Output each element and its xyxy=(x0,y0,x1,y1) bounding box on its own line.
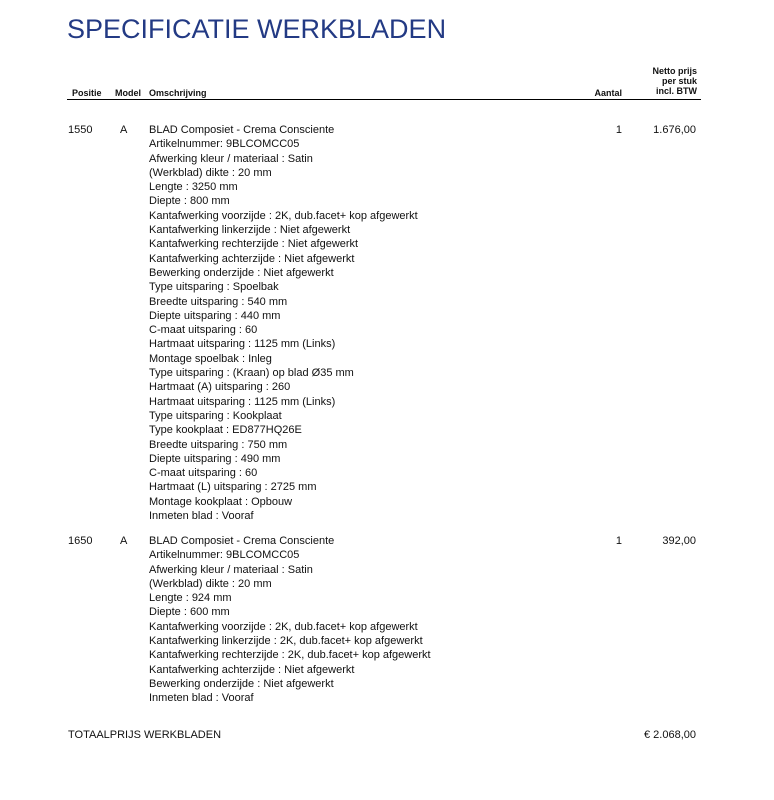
description-line: Diepte : 800 mm xyxy=(149,195,230,208)
row-positie: 1550 xyxy=(68,124,93,136)
description-line: Kantafwerking linkerzijde : 2K, dub.facet+ kop afgewerkt xyxy=(149,635,423,648)
description-line: Montage kookplaat : Opbouw xyxy=(149,495,293,508)
column-header-prijs-line2: per stuk xyxy=(661,76,697,86)
description-line: Breedte uitsparing : 750 mm xyxy=(149,438,288,451)
description-line: Hartmaat uitsparing : 1125 mm (Links) xyxy=(149,395,336,408)
description-line: Bewerking onderzijde : Niet afgewerkt xyxy=(149,677,334,690)
description-line: Kantafwerking linkerzijde : Niet afgewerkt xyxy=(149,224,351,237)
description-line: Type uitsparing : Spoelbak xyxy=(149,281,279,294)
header-divider xyxy=(67,99,701,100)
description-line: Bewerking onderzijde : Niet afgewerkt xyxy=(149,266,334,279)
description-line: Type kookplaat : ED877HQ26E xyxy=(149,424,302,437)
description-line: Diepte uitsparing : 490 mm xyxy=(149,452,281,465)
description-line: Kantafwerking voorzijde : 2K, dub.facet+ kop afgewerkt xyxy=(149,620,418,633)
description-line: Afwerking kleur / materiaal : Satin xyxy=(149,563,313,576)
description-line: Inmeten blad : Vooraf xyxy=(149,510,254,523)
description-line: Diepte uitsparing : 440 mm xyxy=(149,309,281,322)
total-value: € 2.068,00 xyxy=(644,729,696,741)
row-model: A xyxy=(120,124,128,136)
description-line: (Werkblad) dikte : 20 mm xyxy=(149,166,272,179)
column-header-aantal: Aantal xyxy=(594,88,622,98)
description-line: Type uitsparing : (Kraan) op blad Ø35 mm xyxy=(149,367,354,380)
description-line: Inmeten blad : Vooraf xyxy=(149,692,254,705)
row-aantal: 1 xyxy=(615,124,622,136)
row-prijs: 1.676,00 xyxy=(653,124,696,136)
row-prijs: 392,00 xyxy=(662,535,696,547)
row-aantal: 1 xyxy=(615,535,622,547)
description-line: Kantafwerking rechterzijde : Niet afgewerkt xyxy=(149,238,359,251)
column-header-omschrijving: Omschrijving xyxy=(149,88,207,98)
row-omschrijving xyxy=(149,534,431,706)
description-line: Hartmaat (A) uitsparing : 260 xyxy=(149,381,291,394)
column-header-prijs-line1: Netto prijs xyxy=(652,66,697,76)
description-line: Type uitsparing : Kookplaat xyxy=(149,409,282,422)
row-omschrijving xyxy=(149,123,418,523)
description-line: BLAD Composiet - Crema Consciente xyxy=(149,535,335,547)
description-line: Lengte : 924 mm xyxy=(149,592,232,605)
description-line: Montage spoelbak : Inleg xyxy=(149,352,272,365)
row-model: A xyxy=(120,535,128,547)
row-positie: 1650 xyxy=(68,535,93,547)
description-line: (Werkblad) dikte : 20 mm xyxy=(149,577,272,590)
description-line: C-maat uitsparing : 60 xyxy=(149,324,258,337)
total-label: TOTAALPRIJS WERKBLADEN xyxy=(68,729,222,741)
column-header-prijs-line3: incl. BTW xyxy=(656,86,697,96)
description-line: C-maat uitsparing : 60 xyxy=(149,467,258,480)
description-line: Breedte uitsparing : 540 mm xyxy=(149,295,288,308)
description-line: Lengte : 3250 mm xyxy=(149,181,238,194)
column-header-prijs xyxy=(620,66,697,96)
page-title: SPECIFICATIE WERKBLADEN xyxy=(67,14,447,44)
description-line: Diepte : 600 mm xyxy=(149,606,230,619)
description-line: BLAD Composiet - Crema Consciente xyxy=(149,124,335,136)
description-line: Artikelnummer: 9BLCOMCC05 xyxy=(149,138,300,151)
description-line: Kantafwerking achterzijde : Niet afgewerkt xyxy=(149,663,355,676)
description-line: Hartmaat (L) uitsparing : 2725 mm xyxy=(149,481,317,494)
description-line: Hartmaat uitsparing : 1125 mm (Links) xyxy=(149,338,336,351)
column-header-positie: Positie xyxy=(72,88,102,98)
column-header-model: Model xyxy=(115,88,141,98)
description-line: Afwerking kleur / materiaal : Satin xyxy=(149,152,313,165)
description-line: Kantafwerking rechterzijde : 2K, dub.facet+ kop afgewerkt xyxy=(149,649,431,662)
description-line: Kantafwerking achterzijde : Niet afgewerkt xyxy=(149,252,355,265)
description-line: Artikelnummer: 9BLCOMCC05 xyxy=(149,549,300,562)
description-line: Kantafwerking voorzijde : 2K, dub.facet+ kop afgewerkt xyxy=(149,209,418,222)
